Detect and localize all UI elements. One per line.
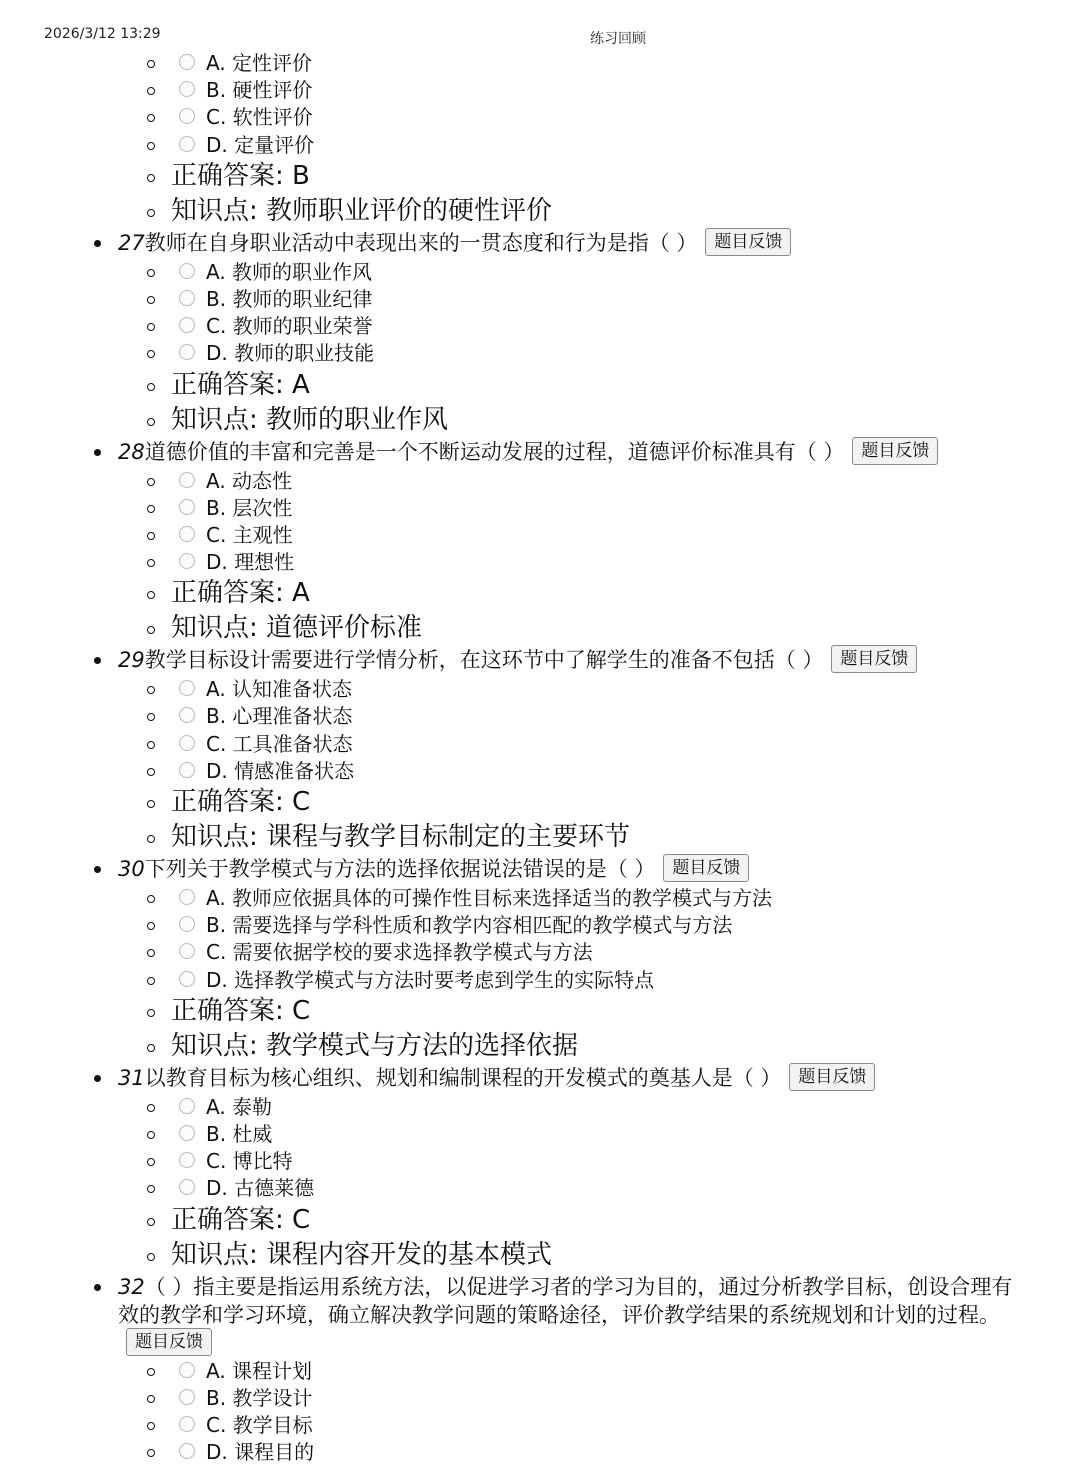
answer-value: B [292,160,310,191]
option-item[interactable] [0,885,1020,912]
option-radio[interactable] [179,1389,195,1405]
answer-value: C [292,1204,311,1235]
option-radio[interactable] [179,81,195,97]
knowledge-prefix: 知识点: [171,613,267,644]
list-bullet [147,1104,155,1112]
knowledge-point [0,403,1020,438]
question-text [118,855,1020,885]
knowledge-value: 课程内容开发的基本模式 [266,1239,553,1270]
list-bullet [94,449,101,456]
answer-prefix: 正确答案: [171,578,293,609]
option-radio[interactable] [179,707,195,723]
option-label: C. 软性评价 [206,105,313,130]
option-item[interactable] [0,340,1020,367]
answer-value: A [292,369,310,400]
answer-prefix: 正确答案: [171,995,293,1026]
option-label: D. 理想性 [206,550,295,575]
list-bullet [94,657,101,664]
list-bullet [147,505,155,513]
list-bullet [94,1075,101,1082]
list-bullet [147,114,155,122]
answer-prefix: 正确答案: [171,1204,293,1235]
option-radio[interactable] [179,499,195,515]
list-bullet [147,383,155,391]
option-item[interactable] [0,1412,1020,1439]
answer-prefix: 正确答案: [171,369,293,400]
correct-answer [0,159,1020,194]
option-radio[interactable] [179,526,195,542]
list-bullet [147,142,155,150]
option-radio[interactable] [179,1098,195,1114]
option-label: B. 教学设计 [206,1385,313,1410]
option-item[interactable] [0,1094,1020,1121]
option-radio[interactable] [179,735,195,751]
knowledge-prefix: 知识点: [171,1030,267,1061]
option-label: A. 动态性 [206,468,293,493]
question-stem: 教师在自身职业活动中表现出来的一贯态度和行为是指（ ） [144,230,698,255]
question-text [118,1273,1020,1358]
list-bullet [147,1422,155,1430]
list-bullet [147,1368,155,1376]
option-label: D. 定量评价 [206,132,315,157]
option-item[interactable] [0,1175,1020,1202]
list-bullet [147,626,155,634]
option-item[interactable] [0,468,1020,495]
knowledge-value: 课程与教学目标制定的主要环节 [266,822,631,852]
question-review-list [0,50,1080,1466]
knowledge-value: 教学模式与方法的选择依据 [266,1030,579,1061]
list-bullet [147,1449,155,1457]
option-item[interactable] [0,549,1020,576]
question-number: 29 [118,648,145,673]
option-item[interactable] [0,1439,1020,1466]
option-item[interactable] [0,132,1020,159]
option-radio[interactable] [179,1362,195,1378]
option-item[interactable] [0,286,1020,313]
option-radio[interactable] [179,472,195,488]
option-item[interactable] [0,259,1020,286]
option-label: B. 需要选择与学科性质和教学内容相匹配的教学模式与方法 [206,913,733,938]
knowledge-point [0,820,1020,855]
list-bullet [147,1044,155,1052]
feedback-button[interactable]: 题目反馈 [852,437,938,465]
options-list [118,1358,1020,1467]
list-bullet [147,532,155,540]
list-bullet [147,87,155,95]
question-item [0,1064,1080,1273]
list-bullet [147,686,155,694]
option-item[interactable] [0,77,1020,104]
answer-value: A [292,578,310,609]
list-bullet [147,895,155,903]
options-list [118,259,1020,438]
list-bullet [147,713,155,721]
list-bullet [147,800,155,808]
option-label: A. 认知准备状态 [206,677,353,702]
question-number: 32 [118,1274,145,1299]
list-bullet [147,1395,155,1403]
option-label: D. 选择教学模式与方法时要考虑到学生的实际特点 [206,967,655,992]
question-item [0,1273,1080,1467]
option-item[interactable] [0,1148,1020,1175]
knowledge-value: 道德评价标准 [266,613,423,644]
option-radio[interactable] [179,943,195,959]
list-bullet [147,174,155,182]
list-bullet [147,296,155,304]
correct-answer [0,368,1020,403]
correct-answer [0,785,1020,820]
options-list [118,50,1020,229]
option-radio[interactable] [179,889,195,905]
question-stem: 教学目标设计需要进行学情分析，在这环节中了解学生的准备不包括（ ） [144,648,824,673]
option-label: D. 情感准备状态 [206,758,355,783]
list-bullet [147,591,155,599]
knowledge-prefix: 知识点: [171,822,267,852]
answer-prefix: 正确答案: [171,160,293,191]
option-item[interactable] [0,731,1020,758]
option-item[interactable] [0,313,1020,340]
option-radio[interactable] [179,1125,195,1141]
option-radio[interactable] [179,1443,195,1459]
options-list [118,468,1020,647]
answer-value: C [292,787,311,817]
option-item[interactable] [0,1358,1020,1385]
option-item[interactable] [0,495,1020,522]
option-label: C. 教学目标 [206,1412,313,1437]
option-item[interactable] [0,1121,1020,1148]
option-label: A. 定性评价 [206,51,313,75]
question-number: 28 [118,439,145,464]
list-bullet [147,478,155,486]
page-title: 练习回顾 [590,31,646,47]
option-label: A. 教师应依据具体的可操作性目标来选择适当的教学模式与方法 [206,886,773,910]
list-bullet [147,60,155,68]
question-item-partial [0,50,1080,229]
option-item[interactable] [0,967,1020,994]
option-label: B. 杜威 [206,1121,273,1146]
option-radio[interactable] [179,136,195,152]
feedback-button[interactable]: 题目反馈 [126,1328,212,1356]
print-datetime: 2026/3/12 13:29 [44,26,161,42]
option-label: B. 教师的职业纪律 [206,286,373,311]
list-bullet [147,741,155,749]
knowledge-point [0,1029,1020,1064]
option-label: D. 古德莱德 [206,1176,315,1201]
list-bullet [147,1131,155,1139]
list-bullet [147,1185,155,1193]
option-radio[interactable] [179,680,195,696]
question-text [118,438,1020,468]
list-bullet [147,559,155,567]
option-radio[interactable] [179,971,195,987]
option-item[interactable] [0,703,1020,730]
option-radio[interactable] [179,263,195,279]
question-stem: （ ）指主要是指运用系统方法，以促进学习者的学习为目的，通过分析教学目标，创设合理有效的教学和学习环境，确立解决教学问题的策略途径，评价教学结果的系统规划和计划的过程。 [118,1274,1013,1327]
question-text [118,1064,1020,1094]
list-bullet [147,269,155,277]
list-bullet [147,922,155,930]
question-item [0,229,1080,438]
option-label: C. 教师的职业荣誉 [206,314,373,339]
option-item[interactable] [0,522,1020,549]
list-bullet [94,1284,101,1291]
option-label: D. 课程目的 [206,1440,315,1465]
question-number: 30 [118,857,145,881]
question-text [118,229,1020,259]
option-label: C. 需要依据学校的要求选择教学模式与方法 [206,940,593,965]
option-label: A. 教师的职业作风 [206,259,373,284]
option-item[interactable] [0,758,1020,785]
correct-answer [0,994,1020,1029]
question-stem: 下列关于教学模式与方法的选择依据说法错误的是（ ） [144,857,656,881]
list-bullet [94,240,101,247]
knowledge-value: 教师的职业作风 [266,404,449,435]
option-radio[interactable] [179,553,195,569]
question-stem: 道德价值的丰富和完善是一个不断运动发展的过程，道德评价标准具有（ ） [144,439,845,464]
correct-answer [0,1203,1020,1238]
list-bullet [147,768,155,776]
option-label: B. 层次性 [206,495,293,520]
feedback-button[interactable]: 题目反馈 [789,1063,875,1091]
option-label: A. 课程计划 [206,1358,313,1383]
knowledge-prefix: 知识点: [171,195,267,226]
knowledge-value: 教师职业评价的硬性评价 [266,195,553,226]
knowledge-prefix: 知识点: [171,1239,267,1270]
options-list [118,885,1020,1064]
option-label: D. 教师的职业技能 [206,341,375,366]
list-bullet [147,1218,155,1226]
option-item[interactable] [0,1385,1020,1412]
question-number: 31 [118,1065,145,1090]
list-bullet [147,1158,155,1166]
feedback-button[interactable]: 题目反馈 [831,645,917,673]
list-bullet [147,418,155,426]
option-label: A. 泰勒 [206,1094,273,1119]
knowledge-point [0,1238,1020,1273]
knowledge-point [0,611,1020,646]
option-radio[interactable] [179,108,195,124]
option-radio[interactable] [179,344,195,360]
options-list [118,676,1020,855]
questions-list [0,50,1080,1466]
option-item[interactable] [0,50,1020,77]
option-radio[interactable] [179,1179,195,1195]
question-item [0,646,1080,855]
page-header [0,0,1080,52]
question-number: 27 [118,230,145,255]
list-bullet [147,350,155,358]
list-bullet [147,949,155,957]
list-bullet [147,977,155,985]
question-item [0,855,1080,1064]
knowledge-prefix: 知识点: [171,404,267,435]
option-item[interactable] [0,939,1020,966]
option-label: C. 博比特 [206,1149,293,1174]
option-label: B. 硬性评价 [206,78,313,103]
option-item[interactable] [0,912,1020,939]
option-item[interactable] [0,104,1020,131]
question-text [118,646,1020,676]
option-radio[interactable] [179,317,195,333]
option-label: C. 工具准备状态 [206,731,353,756]
answer-prefix: 正确答案: [171,787,293,817]
option-radio[interactable] [179,916,195,932]
knowledge-point [0,194,1020,229]
list-bullet [94,866,101,873]
option-radio[interactable] [179,1152,195,1168]
correct-answer [0,576,1020,611]
answer-value: C [292,995,311,1026]
list-bullet [147,1009,155,1017]
options-list [118,1094,1020,1273]
option-item[interactable] [0,676,1020,703]
feedback-button[interactable]: 题目反馈 [705,228,791,256]
option-radio[interactable] [179,762,195,778]
list-bullet [147,835,155,843]
option-radio[interactable] [179,1416,195,1432]
option-radio[interactable] [179,290,195,306]
list-bullet [147,209,155,217]
option-label: B. 心理准备状态 [206,704,353,729]
list-bullet [147,1253,155,1261]
feedback-button[interactable]: 题目反馈 [663,854,749,882]
list-bullet [147,323,155,331]
question-item [0,438,1080,647]
question-stem: 以教育目标为核心组织、规划和编制课程的开发模式的奠基人是（ ） [144,1065,782,1090]
option-label: C. 主观性 [206,522,293,547]
option-radio[interactable] [179,54,195,70]
